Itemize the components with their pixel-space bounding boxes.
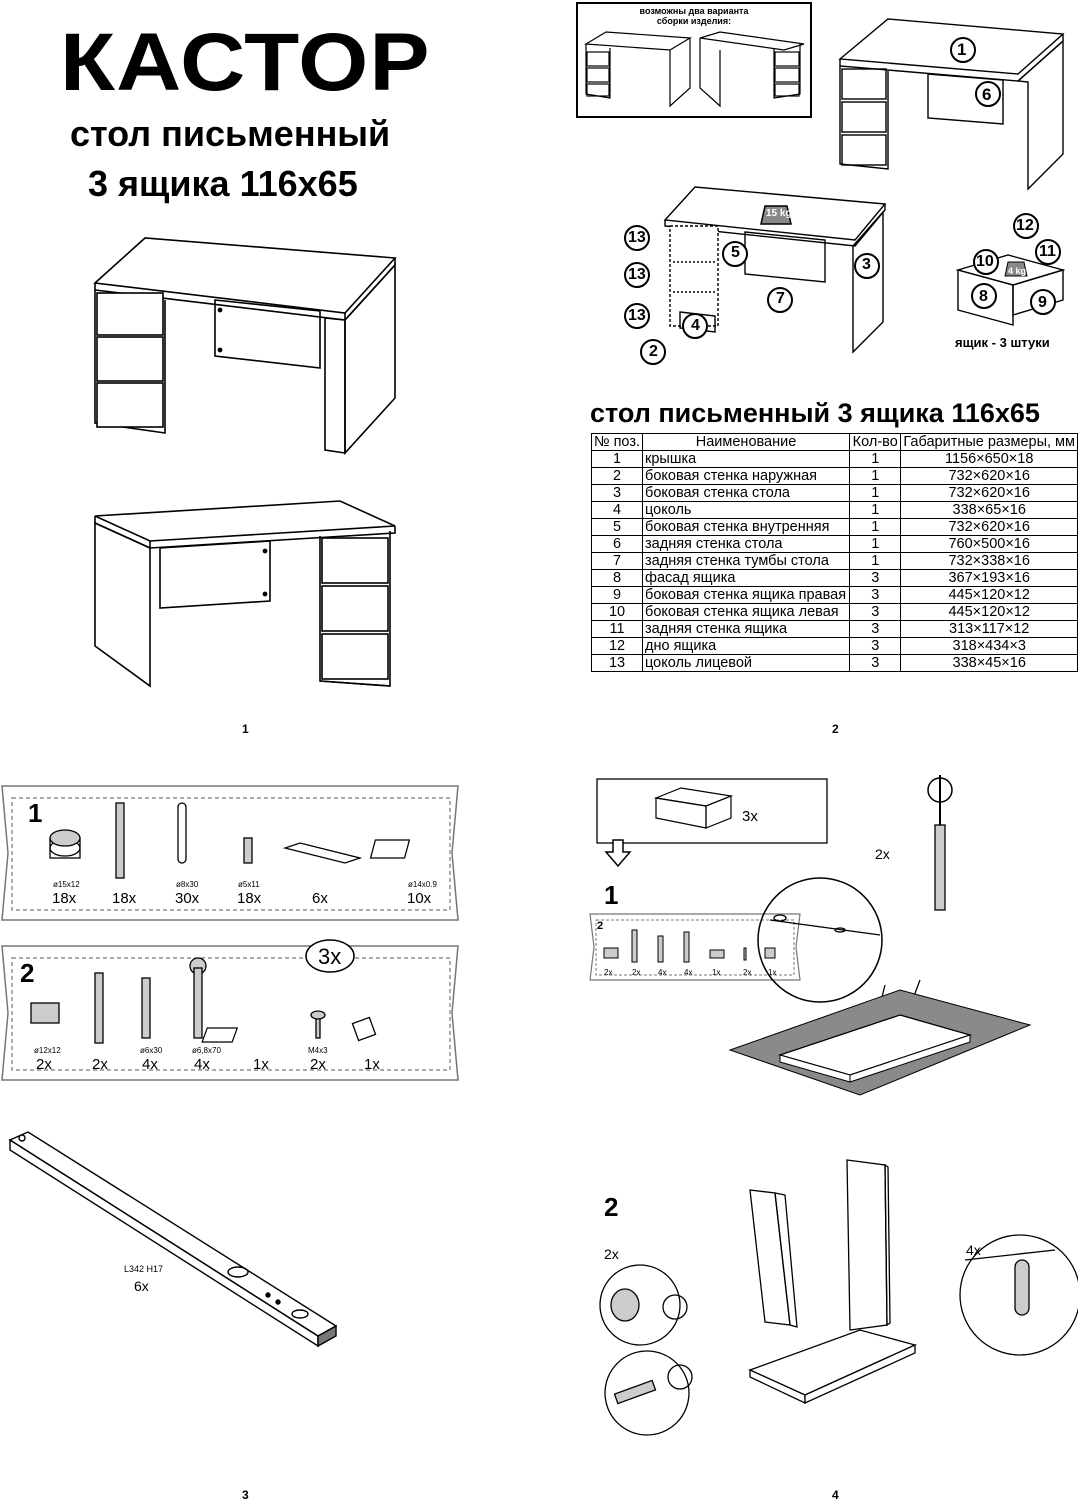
mini-pack-qty: 2x — [632, 968, 641, 977]
callout-8: 8 — [979, 288, 988, 305]
row-qty: 3 — [850, 638, 901, 655]
row-name: боковая стенка наружная — [643, 468, 850, 485]
weight-15kg: 15 kg — [766, 208, 792, 219]
pack2-item-size: M4x3 — [308, 1046, 328, 1055]
parts-table — [591, 433, 1078, 672]
row-dims: 760×500×16 — [901, 536, 1078, 553]
mini-pack-qty: 1x — [768, 968, 777, 977]
row-pos: 9 — [592, 587, 643, 604]
page-number-2: 2 — [832, 722, 839, 736]
mini-pack-qty: 1x — [712, 968, 721, 977]
row-pos: 12 — [592, 638, 643, 655]
page-number-4: 4 — [832, 1488, 839, 1502]
header-pos: № поз. — [592, 434, 643, 451]
row-dims: 732×620×16 — [901, 485, 1078, 502]
callout-6: 6 — [982, 85, 992, 104]
product-subtitle: стол письменный — [70, 113, 391, 154]
row-dims: 445×120×12 — [901, 604, 1078, 621]
parts-table-row — [592, 604, 1078, 621]
variants-text-line1: возможны два варианта — [639, 6, 749, 16]
parts-table-row — [592, 485, 1078, 502]
pack2-item-qty: 1x — [364, 1056, 380, 1073]
row-qty: 1 — [850, 451, 901, 468]
parts-table-header — [592, 434, 1078, 451]
row-pos: 8 — [592, 570, 643, 587]
arrow-down-icon — [604, 838, 632, 868]
row-dims: 732×620×16 — [901, 519, 1078, 536]
product-size-subtitle: 3 ящика 116x65 — [88, 163, 358, 204]
callout-7: 7 — [776, 290, 785, 307]
step2-right-qty: 4x — [966, 1242, 981, 1258]
parts-table-row — [592, 451, 1078, 468]
row-name: боковая стенка внутренняя — [643, 519, 850, 536]
row-qty: 1 — [850, 553, 901, 570]
row-qty: 1 — [850, 468, 901, 485]
row-name: задняя стенка ящика — [643, 621, 850, 638]
parts-table-row — [592, 587, 1078, 604]
parts-table-row — [592, 502, 1078, 519]
row-name: цоколь — [643, 502, 850, 519]
parts-table-row — [592, 570, 1078, 587]
pack1-item-size: ø5x11 — [238, 880, 260, 889]
page-number-1: 1 — [242, 722, 249, 736]
mini-pack-qty: 4x — [658, 968, 667, 977]
desk-drawing-right-drawers — [90, 486, 410, 686]
row-qty: 3 — [850, 604, 901, 621]
callout-13a: 13 — [628, 229, 646, 246]
step1-assembly-drawing — [720, 770, 1050, 1120]
pack1-item-size: ø14x0.9 — [408, 880, 437, 889]
row-pos: 4 — [592, 502, 643, 519]
pack1-item-qty: 10x — [407, 890, 432, 907]
row-qty: 3 — [850, 570, 901, 587]
row-qty: 1 — [850, 485, 901, 502]
row-pos: 7 — [592, 553, 643, 570]
row-qty: 3 — [850, 587, 901, 604]
step2-assembly-drawing — [585, 1155, 1055, 1445]
mini-pack-qty: 2x — [743, 968, 752, 977]
parts-table-title: стол письменный 3 ящика 116x65 — [590, 398, 1040, 428]
pack1-item-size: ø8x30 — [176, 880, 199, 889]
row-dims: 732×338×16 — [901, 553, 1078, 570]
pack2-item-size: ø6,8x70 — [192, 1046, 221, 1055]
row-pos: 11 — [592, 621, 643, 638]
pack2-item-qty: 4x — [194, 1056, 210, 1073]
row-name: боковая стенка ящика правая — [643, 587, 850, 604]
row-name: боковая стенка стола — [643, 485, 850, 502]
row-name: задняя стенка тумбы стола — [643, 553, 850, 570]
row-pos: 5 — [592, 519, 643, 536]
step-2-number: 2 — [604, 1192, 619, 1222]
row-dims: 367×193×16 — [901, 570, 1078, 587]
row-dims: 445×120×12 — [901, 587, 1078, 604]
row-dims: 1156×650×18 — [901, 451, 1078, 468]
callout-3: 3 — [862, 256, 871, 273]
parts-table-row — [592, 638, 1078, 655]
pack1-item-size: ø15x12 — [53, 880, 80, 889]
callout-11: 11 — [1039, 243, 1056, 260]
parts-table-row — [592, 553, 1078, 570]
assembly-variants-box — [576, 2, 812, 118]
pack2-item-qty: 1x — [253, 1056, 269, 1073]
slide-label: L342 H17 — [124, 1264, 164, 1274]
row-dims: 338×65×16 — [901, 502, 1078, 519]
drawer-qty: 3x — [742, 808, 758, 825]
step1-callout-qty: 2x — [875, 846, 890, 862]
parts-table-row — [592, 468, 1078, 485]
row-qty: 1 — [850, 502, 901, 519]
parts-table-row — [592, 519, 1078, 536]
assembled-desk-diagram — [838, 14, 1068, 189]
pack1-item-qty: 30x — [175, 890, 200, 907]
mini-pack-qty: 2x — [604, 968, 613, 977]
header-dims: Габаритные размеры, мм — [901, 434, 1078, 451]
callout-10: 10 — [976, 253, 994, 270]
row-name: задняя стенка стола — [643, 536, 850, 553]
row-dims: 732×620×16 — [901, 468, 1078, 485]
row-name: цоколь лицевой — [643, 655, 850, 672]
mini-pack-qty: 4x — [684, 968, 693, 977]
row-pos: 13 — [592, 655, 643, 672]
row-qty: 1 — [850, 536, 901, 553]
step2-left-qty: 2x — [604, 1246, 619, 1262]
parts-table-row — [592, 621, 1078, 638]
row-name: дно ящика — [643, 638, 850, 655]
step-1-number: 1 — [604, 880, 619, 910]
drawer-caption: ящик - 3 штуки — [955, 335, 1050, 350]
row-qty: 3 — [850, 621, 901, 638]
row-name: крышка — [643, 451, 850, 468]
row-name: боковая стенка ящика левая — [643, 604, 850, 621]
pack2-item-qty: 4x — [142, 1056, 158, 1073]
row-pos: 10 — [592, 604, 643, 621]
pack-2-number: 2 — [20, 958, 35, 988]
weight-4kg: 4 kg — [1008, 266, 1027, 276]
page-number-3: 3 — [242, 1488, 249, 1502]
row-dims: 313×117×12 — [901, 621, 1078, 638]
callout-13b: 13 — [628, 266, 646, 283]
callout-2: 2 — [649, 343, 658, 360]
row-dims: 338×45×16 — [901, 655, 1078, 672]
pack2-item-qty: 2x — [92, 1056, 108, 1073]
pack-1-number: 1 — [28, 798, 43, 828]
row-pos: 1 — [592, 451, 643, 468]
parts-table-row — [592, 655, 1078, 672]
pack-2-multiplier: 3x — [318, 944, 342, 969]
row-qty: 3 — [850, 655, 901, 672]
desk-drawing-left-drawers — [85, 228, 405, 468]
header-name: Наименование — [643, 434, 850, 451]
row-pos: 3 — [592, 485, 643, 502]
slide-qty: 6x — [134, 1278, 149, 1294]
mini-pack-number: 2 — [597, 920, 604, 932]
callout-13c: 13 — [628, 307, 646, 324]
callout-9: 9 — [1038, 294, 1047, 311]
row-qty: 1 — [850, 519, 901, 536]
row-name: фасад ящика — [643, 570, 850, 587]
variant-drawings-icon — [578, 26, 810, 116]
pack2-item-size: ø6x30 — [140, 1046, 163, 1055]
pack1-item-qty: 18x — [237, 890, 262, 907]
pack1-item-qty: 18x — [112, 890, 137, 907]
row-pos: 6 — [592, 536, 643, 553]
pack1-item-qty: 6x — [312, 890, 328, 907]
drawer-slide-rail — [8, 1130, 338, 1370]
header-qty: Кол-во — [850, 434, 901, 451]
callout-4: 4 — [691, 317, 700, 334]
pack2-item-size: ø12x12 — [34, 1046, 61, 1055]
row-pos: 2 — [592, 468, 643, 485]
callout-1: 1 — [957, 40, 967, 59]
callout-5: 5 — [731, 244, 740, 261]
parts-table-row — [592, 536, 1078, 553]
hardware-pack-2-bag — [0, 938, 460, 1088]
pack2-item-qty: 2x — [36, 1056, 52, 1073]
row-dims: 318×434×3 — [901, 638, 1078, 655]
pack1-item-qty: 18x — [52, 890, 77, 907]
pack2-item-qty: 2x — [310, 1056, 326, 1073]
callout-12: 12 — [1016, 217, 1034, 234]
brand-title: КАСТОР — [60, 17, 431, 108]
variants-text-line2: сборки изделия: — [656, 16, 732, 26]
